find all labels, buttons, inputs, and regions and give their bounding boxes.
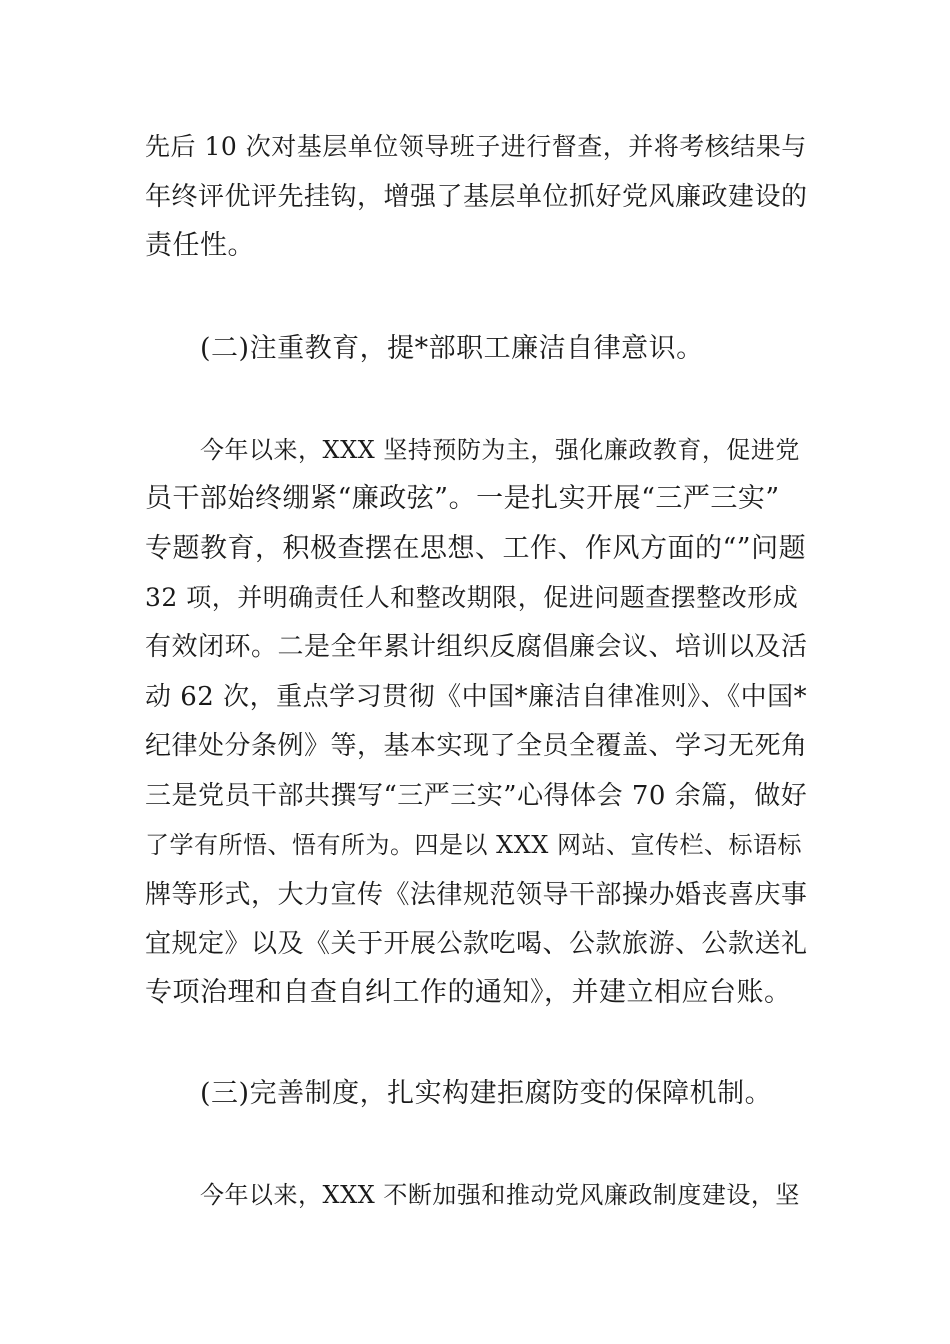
paragraph-2-line-10: 牌等形式，大力宣传《法律规范领导干部操办婚丧喜庆事 <box>145 880 808 910</box>
paragraph-2-line-12: 专项治理和自查自纠工作的通知》，并建立相应台账。 <box>145 977 792 1008</box>
section-heading-3: (三)完善制度，扎实构建拒腐防变的保障机制。 <box>200 1078 773 1109</box>
paragraph-2-line-11: 宜规定》以及《关于开展公款吃喝、公款旅游、公款送礼 <box>145 929 808 959</box>
paragraph-2-line-2: 员干部始终绷紧“廉政弦”。一是扎实开展“三严三实” <box>145 483 780 514</box>
paragraph-2-line-4: 32 项，并明确责任人和整改期限，促进问题查摆整改形成 <box>145 583 799 612</box>
paragraph-1-line-2: 年终评优评先挂钩，增强了基层单位抓好党风廉政建设的 <box>145 182 808 212</box>
paragraph-2-line-7: 纪律处分条例》等，基本实现了全员全覆盖、学习无死角 <box>145 731 808 761</box>
paragraph-2-line-3: 专题教育，积极查摆在思想、工作、作风方面的“”问题 <box>145 533 807 564</box>
paragraph-1-line-1: 先后 10 次对基层单位领导班子进行督查，并将考核结果与 <box>145 132 807 161</box>
paragraph-2-line-1: 今年以来，XXX 坚持预防为主，强化廉政教育，促进党 <box>200 436 800 464</box>
paragraph-2-line-8: 三是党员干部共撰写“三严三实”心得体会 70 余篇，做好 <box>145 781 808 811</box>
paragraph-2-line-9: 了学有所悟、悟有所为。四是以 XXX 网站、宣传栏、标语标 <box>145 831 803 859</box>
paragraph-2-line-5: 有效闭环。二是全年累计组织反腐倡廉会议、培训以及活 <box>145 632 808 662</box>
paragraph-3-line-1: 今年以来，XXX 不断加强和推动党风廉政制度建设，坚 <box>200 1181 800 1209</box>
paragraph-1-line-3: 责任性。 <box>145 230 255 261</box>
section-heading-2: (二)注重教育，提*部职工廉洁自律意识。 <box>200 333 704 364</box>
paragraph-2-line-6: 动 62 次，重点学习贯彻《中国*廉洁自律准则》、《中国* <box>145 682 808 712</box>
